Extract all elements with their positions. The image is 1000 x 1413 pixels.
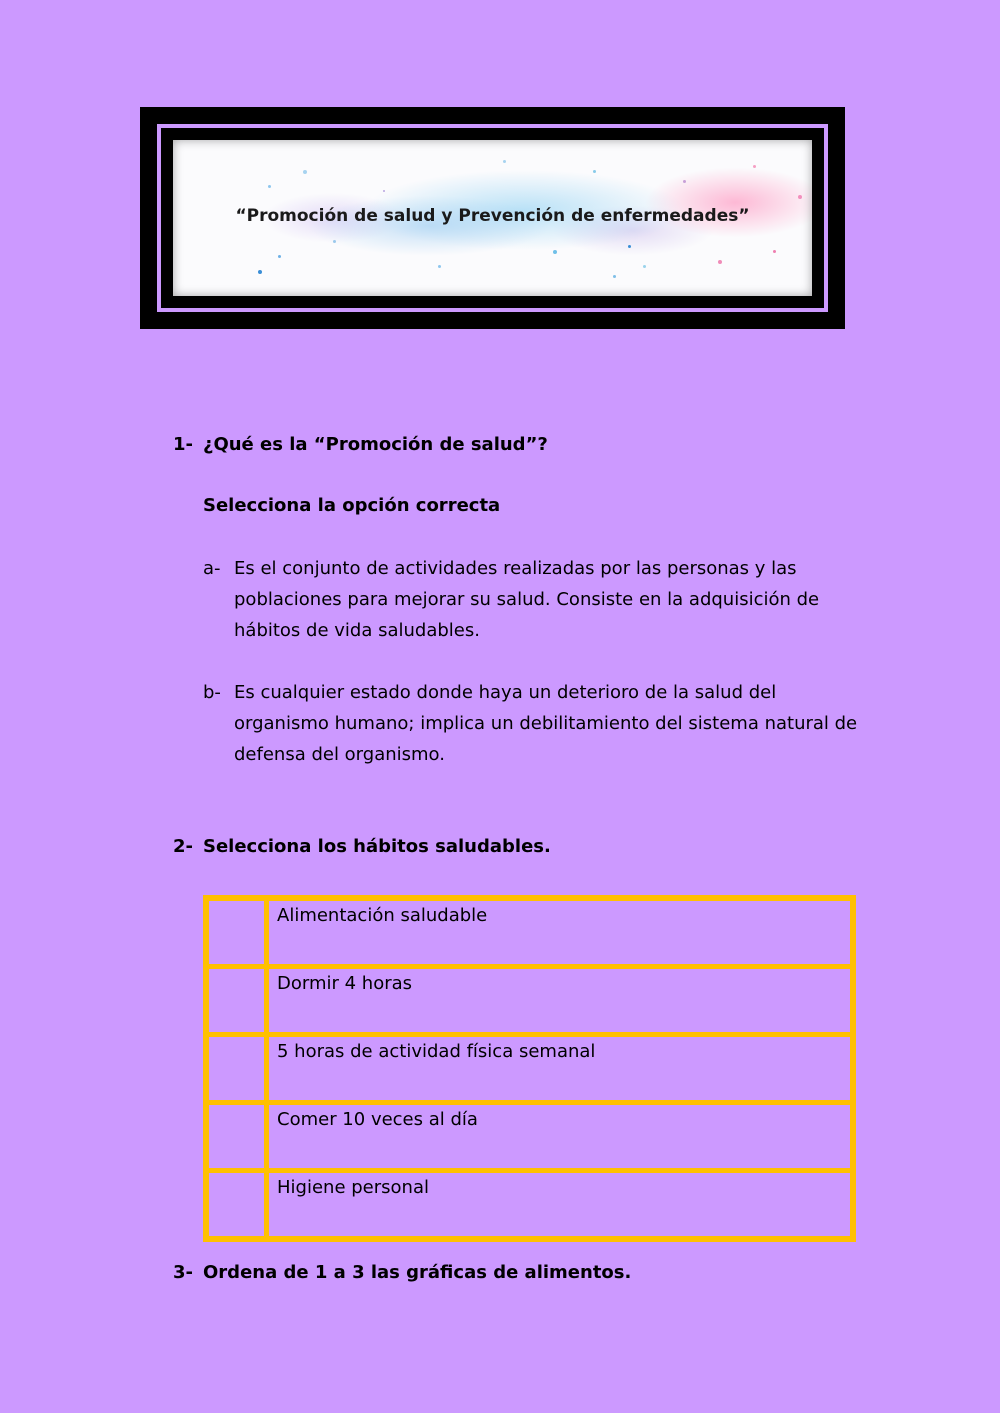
paint-splatter [258,270,262,274]
paint-splatter [333,240,336,243]
paint-splatter [593,170,596,173]
option-text: Es cualquier estado donde haya un deterioro de la salud del organismo humano; implica un debilitamiento del sistema natural de defensa del organismo. [234,682,858,765]
paint-splatter [553,250,557,254]
habit-checkbox-cell[interactable] [206,1035,267,1103]
table-row [206,1035,853,1103]
question-text: ¿Qué es la “Promoción de salud”? [203,434,548,455]
paint-splatter [773,250,776,253]
paint-splatter [613,275,616,278]
habit-label: Alimentación saludable [267,898,854,967]
question-number: 1- [173,434,193,455]
option-b[interactable] [203,677,863,770]
habit-checkbox-cell[interactable] [206,1103,267,1171]
question-number: 2- [173,836,193,857]
worksheet-title: “Promoción de salud y Prevención de enfermedades” [235,206,750,226]
table-row [206,1171,853,1240]
paint-splatter [303,170,307,174]
paint-splatter [438,265,441,268]
title-banner [140,107,845,329]
paint-splatter [268,185,271,188]
habit-label: Dormir 4 horas [267,967,854,1035]
question-text: Selecciona los hábitos saludables. [203,836,551,857]
paint-splatter [683,180,686,183]
option-letter: b- [203,682,221,703]
table-row [206,1103,853,1171]
paint-splatter [278,255,281,258]
banner-frame [157,124,828,312]
habit-label: 5 horas de actividad física semanal [267,1035,854,1103]
banner-watercolor-background [173,140,812,296]
option-letter: a- [203,558,221,579]
habit-checkbox-cell[interactable] [206,1171,267,1240]
question-number: 3- [173,1262,193,1283]
paint-splatter [383,190,385,192]
table-row [206,898,853,967]
paint-splatter [503,160,506,163]
paint-splatter [798,195,802,199]
habit-checkbox-cell[interactable] [206,898,267,967]
question-1-instruction: Selecciona la opción correcta [203,495,501,516]
table-row [206,967,853,1035]
habit-checkbox-cell[interactable] [206,967,267,1035]
paint-splatter [718,260,722,264]
habits-table [203,895,856,1242]
paint-splatter [753,165,756,168]
paint-splatter [643,265,646,268]
question-text: Ordena de 1 a 3 las gráficas de alimentos. [203,1262,632,1283]
option-text: Es el conjunto de actividades realizadas por las personas y las poblaciones para mejorar su salud. Consiste en la adquisición de hábitos de vida saludables. [234,558,820,641]
paint-splatter [628,245,631,248]
habit-label: Comer 10 veces al día [267,1103,854,1171]
option-a[interactable] [203,553,863,646]
habit-label: Higiene personal [267,1171,854,1240]
